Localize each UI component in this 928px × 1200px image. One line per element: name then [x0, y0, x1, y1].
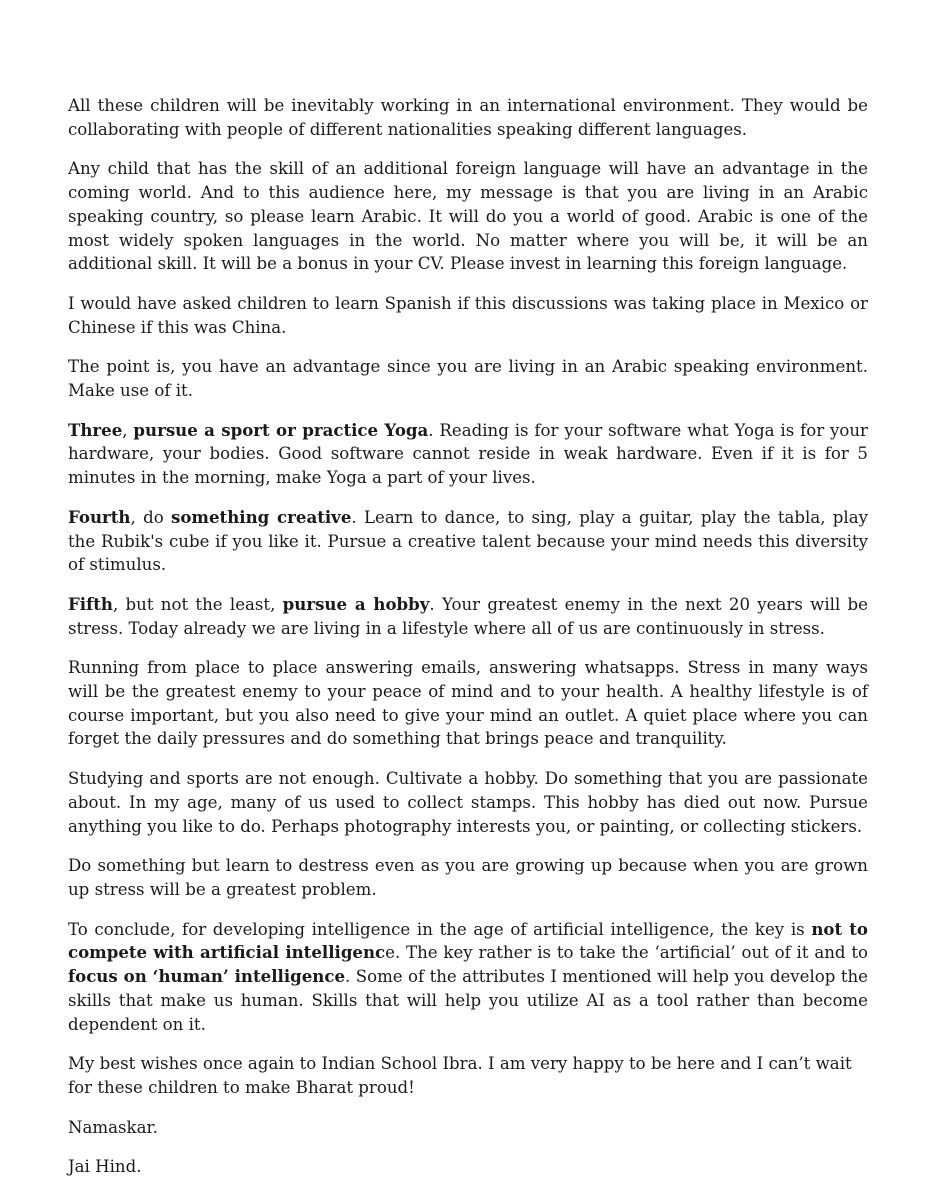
paragraph-text: I would have asked children to learn Spanish if this discussions was taking place in Mexico or Chinese if this was China. [68, 293, 868, 337]
bold-point-label: Fifth [68, 593, 113, 614]
bold-point-title: something creative [171, 506, 352, 527]
paragraph-text: All these children will be inevitably working in an international environment. They would be collaborating with people of different nationalities speaking different languages. [68, 96, 868, 139]
paragraph-text: Namaskar. [68, 1117, 158, 1137]
paragraph-text: . Your greatest enemy in the next 20 years will be stress. Today already we are living in a lifestyle where all of us are continuously in stress. [68, 594, 868, 638]
paragraph-text: . Learn to dance, to sing, play a guitar, play the tabla, play the Rubik's cube if you like it. Pursue a creative talent because your mind needs this diversity of stimulus. [68, 507, 869, 575]
paragraph-destress [68, 854, 868, 901]
paragraph-fourth-creative [68, 506, 868, 577]
paragraph-fifth-hobby [68, 593, 868, 640]
paragraph-text: Do something but learn to destress even as you are growing up because when you are grown up stress will be a greatest problem. [68, 856, 868, 899]
paragraph-text: . Reading is for your software what Yoga is for your hardware, your bodies. Good software cannot reside in weak hardware. Even if it is for 5 minutes in the morning, make Yoga a part of your lives. [68, 420, 868, 488]
bold-phrase: focus on ‘human’ intelligence [68, 966, 346, 987]
bold-point-title: pursue a sport or practice Yoga [133, 419, 429, 440]
paragraph-text: . Some of the attributes I mentioned will help you develop the skills that make us human. Skills that will help you utilize AI as a tool rather than become dependent on it. [68, 967, 869, 1034]
closing-jai-hind [68, 1155, 868, 1179]
paragraph-text: The point is, you have an advantage since you are living in an Arabic speaking environment. Make use of it. [68, 357, 868, 401]
paragraph-text: , [122, 420, 134, 440]
bold-phrase: not to compete with artificial intelligenc [68, 918, 869, 963]
paragraph-text: Studying and sports are not enough. Cultivate a hobby. Do something that you are passionate about. In my age, many of us used to collect stamps. This hobby has died out now. Pursue anything you like to do. Perhaps photography interests you, or painting, or collecting stickers. [68, 769, 868, 836]
paragraph-text: , do [130, 507, 172, 527]
paragraph-three-yoga [68, 419, 868, 490]
paragraph-text: , but not the least, [112, 594, 283, 614]
paragraph-international-environment [68, 94, 868, 141]
bold-point-title: pursue a hobby [282, 593, 430, 614]
paragraph-spanish-chinese [68, 292, 868, 339]
paragraph-best-wishes [68, 1052, 868, 1099]
paragraph-cultivate-hobby [68, 767, 868, 838]
bold-point-label: Three [68, 419, 123, 440]
paragraph-advantage [68, 355, 868, 402]
paragraph-text: e. The key rather is to take the ‘artificial’ out of it and to [385, 943, 868, 963]
document-page [68, 94, 868, 1195]
paragraph-text: Any child that has the skill of an additional foreign language will have an advantage in the coming world. And to this audience here, my message is that you are living in an Arabic speaking country, so please learn Arabic. It will do you a world of good. Arabic is one of the most widely spoken languages in the world. No matter where you will be, it will be an additional skill. It will be a bonus in your CV. Please invest in learning this foreign language. [68, 159, 868, 274]
paragraph-text: My best wishes once again to Indian School Ibra. I am very happy to be here and I can’t wait for these children to make Bharat proud! [68, 1054, 852, 1097]
paragraph-learn-arabic [68, 157, 868, 276]
paragraph-text: Running from place to place answering emails, answering whatsapps. Stress in many ways will be the greatest enemy to your peace of mind and to your health. A healthy lifestyle is of course important, but you also need to give your mind an outlet. A quiet place where you can forget the daily pressures and do something that brings peace and tranquility. [68, 658, 868, 749]
closing-namaskar [68, 1116, 868, 1140]
paragraph-conclusion [68, 918, 868, 1037]
paragraph-text: To conclude, for developing intelligence in the age of artificial intelligence, the key is [68, 919, 812, 939]
bold-point-label: Fourth [68, 506, 131, 527]
paragraph-stress [68, 656, 868, 751]
paragraph-text: Jai Hind. [68, 1157, 142, 1177]
